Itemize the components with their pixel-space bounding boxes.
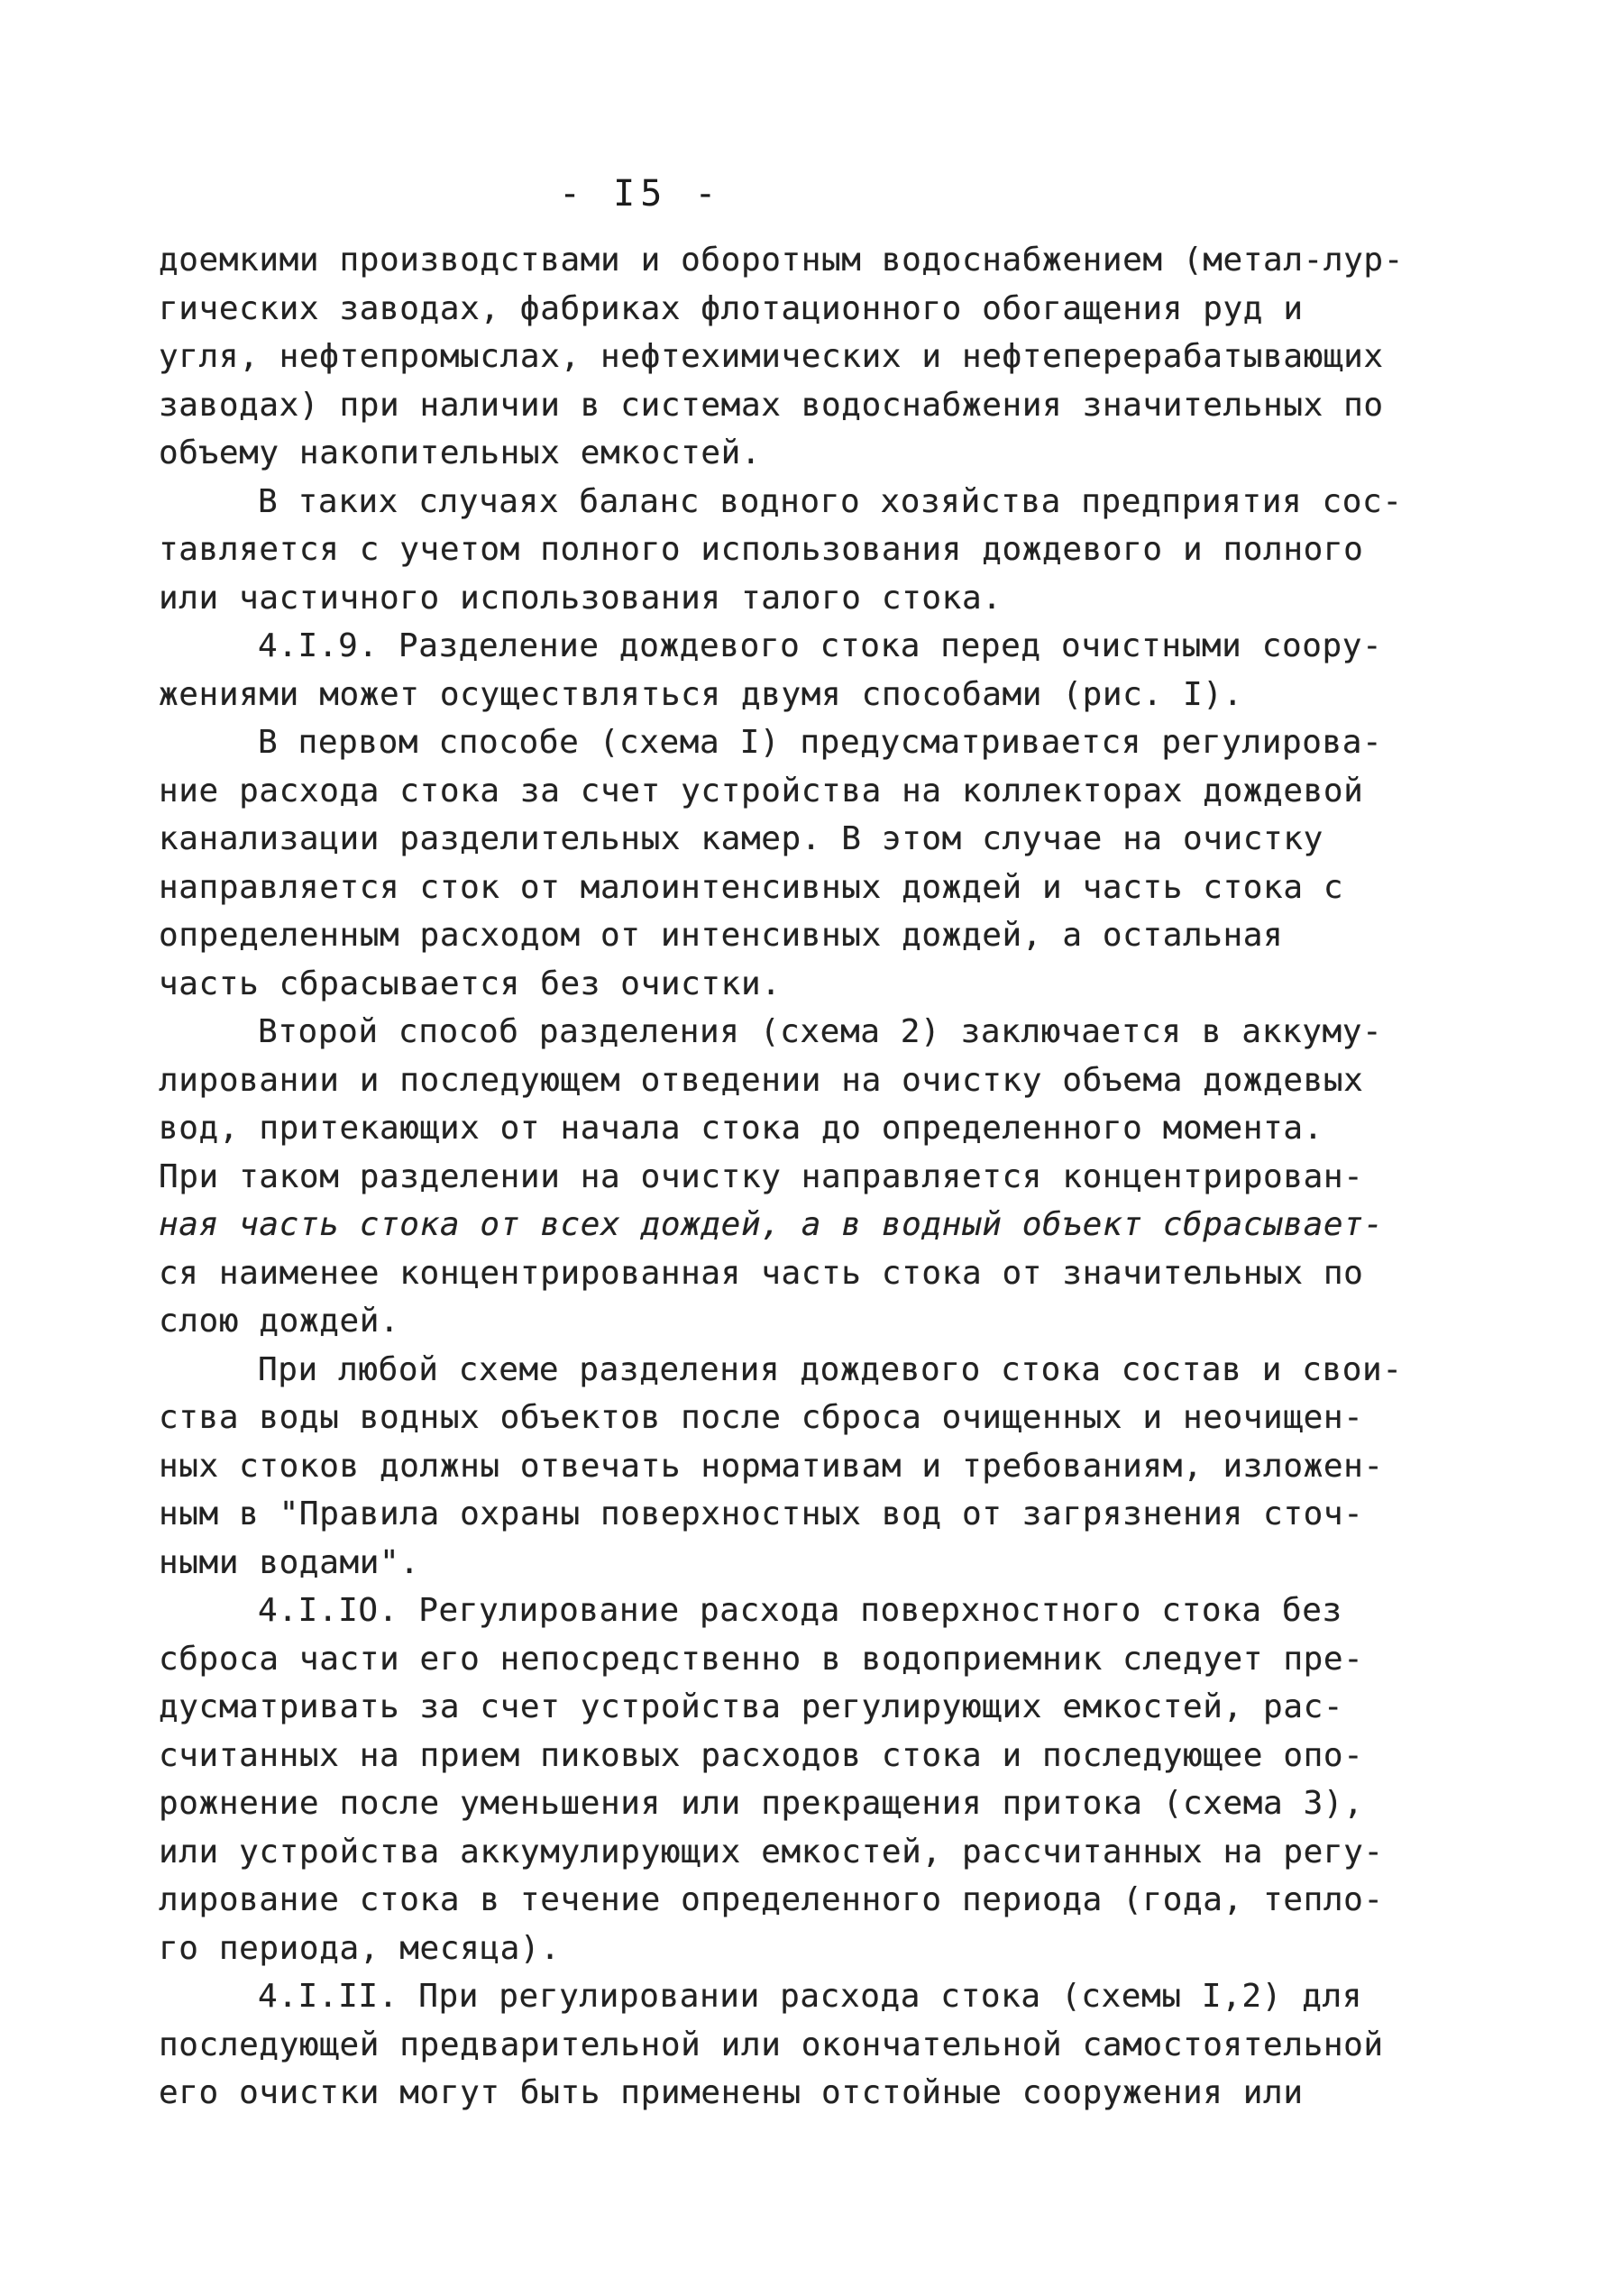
text-line: угля, нефтепромыслах, нефтехимических и нефтеперерабатывающих (159, 338, 1384, 375)
section-4-1-10-line: 4.I.IO. Регулирование расхода поверхностного стока без (258, 1592, 1342, 1629)
text-line: ства воды водных объектов после сброса очищенных и неочищен- (159, 1399, 1364, 1436)
text-line: гических заводах, фабриках флотационного обогащения руд и (159, 289, 1304, 327)
paragraph-start-line: В первом способе (схема I) предусматривается регулирова- (258, 724, 1383, 761)
text-line: дусматривать за счет устройства регулирующих емкостей, рас- (159, 1688, 1344, 1725)
text-line: лировании и последующем отведении на очистку объема дождевых (159, 1061, 1364, 1099)
text-line: сброса части его непосредственно в водоприемник следует пре- (159, 1640, 1364, 1678)
text-line: ние расхода стока за счет устройства на коллекторах дождевой (159, 772, 1364, 810)
text-line: ся наименее концентрированная часть стока от значительных по (159, 1254, 1364, 1292)
paragraph-start-line: В таких случаях баланс водного хозяйства предприятия сос- (258, 482, 1403, 520)
text-line: ных стоков должны отвечать нормативам и требованиям, изложен- (159, 1447, 1384, 1485)
text-line: заводах) при наличии в системах водоснабжения значительных по (159, 386, 1384, 424)
text-line: ным в "Правила охраны поверхностных вод от загрязнения сточ- (159, 1496, 1364, 1532)
text-line: доемкими производствами и оборотным водоснабжением (метал-лур- (159, 242, 1404, 279)
text-line: часть сбрасывается без очистки. (159, 965, 782, 1002)
text-line: канализации разделительных камер. В этом случае на очистку (159, 820, 1323, 857)
section-4-1-9-line: 4.I.9. Разделение дождевого стока перед очистными соору- (258, 627, 1383, 664)
body-text (159, 236, 1547, 2118)
text-line: жениями может осуществляться двумя способами (рис. I). (159, 675, 1243, 713)
text-line: его очистки могут быть применены отстойные сооружения или (159, 2074, 1304, 2111)
text-line: последующей предварительной или окончательной самостоятельной (159, 2026, 1384, 2063)
text-line: При таком разделении на очистку направляется концентрирован- (159, 1157, 1364, 1195)
section-4-1-11-line: 4.I.II. При регулировании расхода стока (схемы I,2) для (258, 1978, 1363, 2015)
text-line: тавляется с учетом полного использования дождевого и полного (159, 531, 1364, 568)
text-line: рожнение после уменьшения или прекращения притока (схема 3), (159, 1785, 1364, 1822)
text-line: определенным расходом от интенсивных дождей, а остальная (159, 917, 1284, 954)
text-line: или частичного использования талого стока. (159, 579, 1003, 617)
text-line: или устройства аккумулирующих емкостей, рассчитанных на регу- (159, 1833, 1384, 1871)
text-line: направляется сток от малоинтенсивных дождей и часть стока с (159, 868, 1344, 906)
text-line: объему накопительных емкостей. (159, 435, 762, 471)
text-line: слою дождей. (159, 1303, 400, 1340)
text-line: вод, притекающих от начала стока до определенного момента. (159, 1110, 1323, 1147)
text-line: ными водами". (159, 1543, 420, 1581)
text-line: лирование стока в течение определенного периода (года, тепло- (159, 1881, 1384, 1918)
text-line: считанных на прием пиковых расходов стока и последующее опо- (159, 1736, 1364, 1774)
paragraph-start-line: Второй способ разделения (схема 2) заключается в аккуму- (258, 1013, 1383, 1050)
paragraph-start-line: При любой схеме разделения дождевого стока состав и свои- (258, 1350, 1403, 1388)
text-line: ная часть стока от всех дождей, а в водный объект сбрасывает- (159, 1206, 1384, 1243)
text-line: го периода, месяца). (159, 1929, 561, 1967)
page-number: - I5 - (559, 173, 722, 215)
